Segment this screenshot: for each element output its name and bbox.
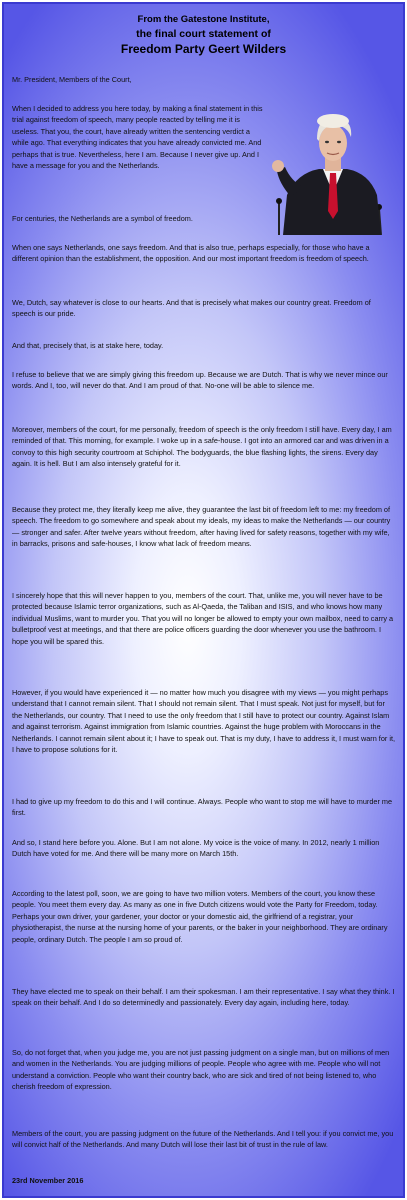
paragraph: When one says Netherlands, one says freedom. And that is also true, perhaps especially, for those who have a different opinion than the establishment, the opposition. And our most important freedom is freedom of speech. bbox=[12, 243, 370, 264]
paragraph-greeting: Mr. President, Members of the Court, bbox=[12, 75, 132, 84]
statement-date: 23rd November 2016 bbox=[12, 1176, 84, 1185]
paragraph: So, do not forget that, when you judge me, you are not just passing judgment on a single man, but on millions of men and women in the Netherlands. You are judging millions of people. People who agree with me. People who will not understand a conviction. People who want their country back, who are sick and tired of not being listened to, who cherish freedom of expression. bbox=[12, 1048, 390, 1092]
paragraph: For centuries, the Netherlands are a symbol of freedom. bbox=[12, 214, 193, 223]
paragraph: Members of the court, you are passing judgment on the future of the Netherlands. And I tell you: if you convict me, you will convict half of the Netherlands. And many Dutch will lose their last bit of trust in the rule of law. bbox=[12, 1129, 394, 1150]
header-title: Freedom Party Geert Wilders bbox=[120, 42, 287, 56]
paragraph: When I decided to address you here today, by making a final statement in this trial against freedom of speech, many people reacted by telling me it is useless. That you, the court, have already written the sentencing verdict a while ago. That everything indicates that you have already convicted me. And perhaps that is true. Nevertheless, here I am. Because I never give up. And I have a message for you and the Netherlands. bbox=[12, 104, 263, 171]
paragraph: I refuse to believe that we are simply giving this freedom up. Because we are Dutch. That is why we never mince our words. And I, too, will never do that. And I am proud of that. No-one will be able to silence me. bbox=[12, 370, 388, 391]
paragraph: And that, precisely that, is at stake here, today. bbox=[12, 341, 164, 350]
header-subtitle: the final court statement of bbox=[136, 28, 271, 40]
paragraph: And so, I stand here before you. Alone. But I am not alone. My voice is the voice of many. In 2012, nearly 1 million Dutch have voted for me. And there will be many more on March 15th. bbox=[12, 838, 380, 859]
paragraph: According to the latest poll, soon, we are going to have two million voters. Members of the court, you know these people. You meet them every day. As many as one in five Dutch citizens would vote the Party for Freedom, today. Perhaps your own driver, your gardener, your doctor or your domestic aid, the girlfriend of a registrar, your physiotherapist, the nurse at the nursing home of your parents, or the baker in your neighborhood. They are ordinary people, ordinary Dutch. The people I am so proud of. bbox=[12, 889, 388, 944]
header-source: From the Gatestone Institute, bbox=[137, 14, 270, 25]
statement-panel bbox=[2, 2, 405, 1198]
paragraph: I sincerely hope that this will never happen to you, members of the court. That, unlike me, you will never have to be protected because Islamic terror organizations, such as Al-Qaeda, the Taliban and ISIS, and who knows how many individual Muslims, want to murder you. That you will no longer be allowed to empty your own mailbox, need to carry a bulletproof vest at meetings, and that there are police officers guarding the door whenever you use the bathroom. I hope you will be spared this. bbox=[12, 591, 394, 646]
paragraph: I had to give up my freedom to do this and I will continue. Always. People who want to stop me will have to murder me first. bbox=[12, 797, 393, 818]
paragraph: Moreover, members of the court, for me personally, freedom of speech is the only freedom I still have. Every day, I am reminded of that. This morning, for example. I woke up in a safe-house. I got into an armored car and was driven in a convoy to this high security courtroom at Schiphol. The bodyguards, the blue flashing lights, the sirens. Every day again. It is hell. But I am also intensely grateful for it. bbox=[12, 425, 392, 469]
paragraph: We, Dutch, say whatever is close to our hearts. And that is precisely what makes our country great. Freedom of speech is our pride. bbox=[12, 298, 371, 319]
paragraph: They have elected me to speak on their behalf. I am their spokesman. I am their representative. I say what they think. I speak on their behalf. And I do so determinedly and passionately. Every day again, including here, today. bbox=[12, 987, 395, 1008]
paragraph: Because they protect me, they literally keep me alive, they guarantee the last bit of freedom left to me: my freedom of speech. The freedom to go somewhere and speak about my ideals, my ideas to make the Netherlands — our country — stronger and safer. After twelve years without freedom, after having lived for safety reasons, together with my wife, in barracks, prisons and safe-houses, I know what lack of freedom means. bbox=[12, 505, 391, 549]
paragraph: However, if you would have experienced it — no matter how much you disagree with my views — you might perhaps understand that I cannot remain silent. That I should not remain silent. That I must speak. Not just for myself, but for the Netherlands, our country. That I need to use the only freedom that I still have to protect our country. Against Islam and against terrorism. Against immigration from Islamic countries. Against the huge problem with Moroccans in the Netherlands. I cannot remain silent about it; I have to speak out. That is my duty, I have to address it, I must warn for it, I have to propose solutions for it. bbox=[12, 688, 396, 755]
